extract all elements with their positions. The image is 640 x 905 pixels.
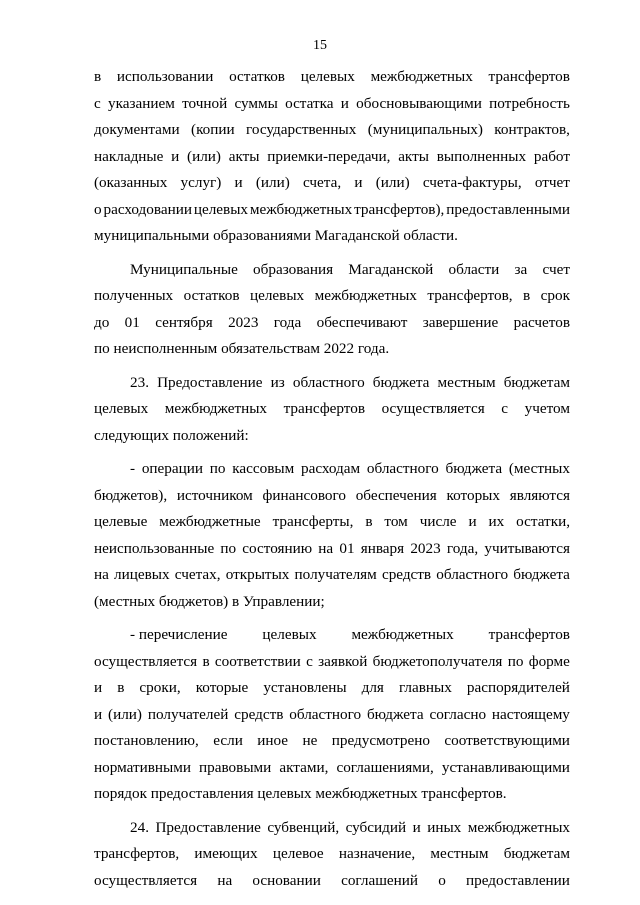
text-line	[94, 755, 570, 782]
word: области	[448, 260, 500, 278]
word: до	[94, 313, 110, 331]
word: (или)	[187, 147, 221, 165]
word: трансферты,	[272, 513, 354, 530]
word: межбюджетные	[159, 513, 261, 530]
word: осуществляется	[94, 652, 198, 670]
word: приемки-передачи,	[267, 147, 391, 165]
word: о	[438, 871, 446, 889]
text-line	[94, 868, 570, 895]
word: лицевых	[114, 566, 170, 583]
text-line	[94, 144, 570, 171]
word: в	[523, 287, 531, 304]
text-line	[94, 117, 570, 144]
word: на	[318, 539, 334, 557]
text-line	[94, 257, 570, 284]
word: по неисполненным обязательствам 2022 года.	[94, 340, 390, 357]
word: Предоставление	[157, 373, 263, 391]
word: кассовым	[232, 460, 295, 477]
word: на	[94, 566, 109, 583]
text-line	[94, 170, 570, 197]
paragraph	[94, 370, 570, 450]
word: назначение,	[338, 845, 416, 862]
text-line	[94, 509, 570, 536]
text-line	[94, 310, 570, 337]
word: областного	[289, 705, 362, 723]
word: счета,	[302, 174, 342, 191]
word: средств	[234, 705, 284, 723]
word: обосновывающими	[356, 94, 482, 112]
word: с	[306, 652, 313, 670]
text-line	[94, 622, 570, 649]
word: 23.	[130, 373, 149, 391]
word: и	[94, 705, 103, 723]
word: 01	[339, 539, 355, 557]
word: сентября	[155, 313, 213, 331]
word: осуществляется	[94, 871, 198, 889]
word: местным	[437, 373, 496, 391]
word: трансфертов	[488, 626, 570, 643]
word: акты	[398, 147, 429, 165]
word: которых	[446, 486, 500, 504]
word: межбюджетных	[314, 287, 417, 304]
word: точной	[182, 94, 228, 112]
word: не	[302, 732, 318, 749]
word: межбюджетных	[370, 68, 473, 85]
word: предоставленными	[446, 200, 570, 218]
word: порядок предоставления целевых межбюджетных трансфертов.	[94, 785, 507, 802]
word: контрактов,	[494, 121, 570, 138]
word: остатки,	[516, 513, 570, 530]
word: выполненных	[436, 147, 527, 165]
word: -	[130, 460, 136, 477]
word: следующих положений:	[94, 426, 249, 444]
word: года	[273, 313, 302, 331]
word: бюджетам	[503, 373, 570, 391]
word: года,	[446, 539, 479, 557]
word: целевых	[249, 287, 305, 304]
word: распорядителей	[466, 679, 570, 696]
word: бюджетам	[503, 845, 570, 862]
word: государственных	[246, 121, 357, 138]
word: соглашений	[341, 871, 419, 889]
word: услуг)	[180, 174, 222, 191]
word: муниципальными образованиями Магаданской области.	[94, 227, 458, 244]
text-line	[94, 781, 570, 808]
text-line	[94, 649, 570, 676]
word: учитываются	[484, 539, 570, 557]
word: трансфертов,	[94, 845, 180, 862]
text-line	[94, 396, 570, 423]
word: бюджета	[366, 705, 424, 723]
text-line	[94, 197, 570, 224]
word: межбюджетных	[351, 626, 454, 643]
word: числе	[419, 513, 457, 530]
word: Магаданской	[348, 260, 434, 278]
word: предоставлении	[466, 871, 570, 889]
text-line	[94, 841, 570, 868]
word: бюджета	[372, 373, 430, 391]
document-body	[94, 64, 570, 894]
word: осуществляется	[381, 400, 485, 417]
word: бюджетополучателя	[372, 652, 503, 670]
word: (копии	[191, 121, 235, 138]
word: настоящему	[491, 705, 570, 723]
word: и	[468, 513, 477, 530]
word: января	[360, 539, 405, 557]
word: (или)	[108, 705, 142, 723]
word: в	[117, 679, 125, 696]
word: на	[217, 871, 233, 889]
text-line	[94, 589, 570, 616]
word: бюджетов),	[94, 486, 168, 504]
word: целевых	[262, 626, 317, 643]
word: срок	[540, 287, 570, 304]
word: трансфертов	[488, 68, 570, 85]
word: трансфертов,	[427, 287, 513, 304]
word: источником	[176, 486, 253, 504]
word: за	[514, 260, 528, 278]
word: соглашениями,	[336, 758, 434, 776]
word: - перечисление	[130, 626, 228, 643]
word: Предоставление	[155, 818, 261, 836]
word: (муниципальных)	[367, 121, 483, 138]
word: целевых	[94, 400, 149, 417]
word: постановлению,	[94, 732, 199, 749]
word: областного	[436, 566, 509, 583]
word: правовыми	[199, 758, 272, 776]
paragraph	[94, 622, 570, 808]
word: иных	[427, 818, 462, 836]
word: установлены	[263, 679, 347, 696]
word: форме	[528, 652, 570, 670]
word: расходам	[301, 460, 361, 477]
text-line	[94, 562, 570, 589]
word: для	[361, 679, 384, 696]
word: которые	[195, 679, 249, 696]
word: межбюджетных	[249, 200, 353, 218]
word: открытых	[225, 566, 290, 583]
word: 2023	[228, 313, 259, 331]
word: работ	[533, 147, 570, 165]
word: по	[220, 539, 237, 557]
word: межбюджетных	[467, 818, 570, 836]
text-line	[94, 702, 570, 729]
word: использовании	[116, 68, 214, 85]
word: и	[340, 94, 349, 112]
word: образования	[253, 260, 334, 278]
word: 01	[124, 313, 140, 331]
text-line	[94, 423, 570, 450]
paragraph	[94, 64, 570, 250]
word: с	[94, 94, 101, 112]
word: их	[488, 513, 505, 530]
word: из	[270, 373, 285, 391]
word: соответствии	[214, 652, 301, 670]
word: областного	[366, 460, 439, 477]
word: указанием	[108, 94, 175, 112]
text-line	[94, 483, 570, 510]
word: по	[507, 652, 524, 670]
word: заявкой	[318, 652, 368, 670]
word: (или)	[375, 174, 410, 191]
word: операции	[141, 460, 204, 477]
text-line	[94, 336, 570, 363]
word: сроки,	[139, 679, 181, 696]
page-number: 15	[313, 38, 327, 53]
word: нормативными	[94, 758, 191, 776]
word: остатков	[183, 287, 240, 304]
word: учетом	[524, 400, 570, 417]
word: предусмотрено	[331, 732, 430, 749]
word: отчет	[534, 174, 570, 191]
text-line	[94, 536, 570, 563]
word: главных	[398, 679, 452, 696]
word: бюджета	[445, 460, 503, 477]
word: 24.	[130, 818, 149, 836]
word: обеспечения	[355, 486, 437, 504]
word: (местных	[508, 460, 570, 477]
word: неиспользованные	[94, 539, 215, 557]
word: получателям	[294, 566, 377, 583]
word: целевое	[272, 845, 324, 862]
word: финансового	[262, 486, 346, 504]
word: и	[94, 679, 103, 696]
word: согласно	[429, 705, 487, 723]
text-line	[94, 456, 570, 483]
text-line	[94, 283, 570, 310]
word: счета-фактуры,	[422, 174, 522, 191]
text-line	[94, 675, 570, 702]
word: завершение	[422, 313, 499, 331]
word: трансфертов),	[354, 200, 445, 218]
word: с	[501, 400, 509, 417]
word: целевых	[193, 200, 249, 218]
word: бюджета	[513, 566, 570, 583]
word: расходовании	[103, 200, 192, 218]
word: расчетов	[513, 313, 570, 331]
word: в	[365, 513, 373, 530]
word: если	[213, 732, 243, 749]
word: суммы	[234, 94, 278, 112]
word: Муниципальные	[130, 260, 238, 278]
text-line	[94, 91, 570, 118]
word: и	[171, 147, 180, 165]
word: о	[94, 200, 102, 218]
word: состоянию	[242, 539, 313, 557]
word: полученных	[94, 287, 174, 304]
word: том	[384, 513, 408, 530]
paragraph	[94, 257, 570, 363]
word: соответствующими	[444, 732, 570, 749]
word: (местных бюджетов) в Управлении;	[94, 592, 325, 610]
word: и	[412, 818, 421, 836]
text-line	[94, 64, 570, 91]
word: иное	[257, 732, 289, 749]
paragraph	[94, 815, 570, 895]
word: целевые	[94, 513, 148, 530]
word: остатков	[229, 68, 285, 85]
word: (или)	[255, 174, 290, 191]
text-line	[94, 815, 570, 842]
word: имеющих	[194, 845, 258, 862]
word: устанавливающими	[441, 758, 570, 776]
word: и	[354, 174, 363, 191]
word: местным	[430, 845, 489, 862]
word: и	[234, 174, 243, 191]
word: остатка	[285, 94, 334, 112]
word: по	[209, 460, 226, 477]
word: в	[202, 652, 210, 670]
word: получателей	[147, 705, 229, 723]
word: документами	[94, 121, 180, 138]
word: потребность	[489, 94, 570, 112]
word: счетах,	[174, 566, 221, 583]
word: (оказанных	[94, 174, 168, 191]
word: средств	[381, 566, 432, 583]
word: субвенций,	[267, 818, 340, 836]
word: актами,	[279, 758, 329, 776]
word: накладные	[94, 147, 164, 165]
word: в	[94, 68, 102, 85]
word: трансфертов	[283, 400, 365, 417]
word: областного	[292, 373, 365, 391]
word: обеспечивают	[316, 313, 408, 331]
word: субсидий	[345, 818, 407, 836]
text-line	[94, 223, 570, 250]
text-line	[94, 370, 570, 397]
paragraph	[94, 456, 570, 615]
word: акты	[228, 147, 260, 165]
word: 2023	[410, 539, 441, 557]
word: являются	[509, 486, 570, 504]
word: межбюджетных	[164, 400, 268, 417]
word: целевых	[300, 68, 355, 85]
text-line	[94, 728, 570, 755]
word: основании	[252, 871, 321, 889]
word: счет	[542, 260, 570, 278]
